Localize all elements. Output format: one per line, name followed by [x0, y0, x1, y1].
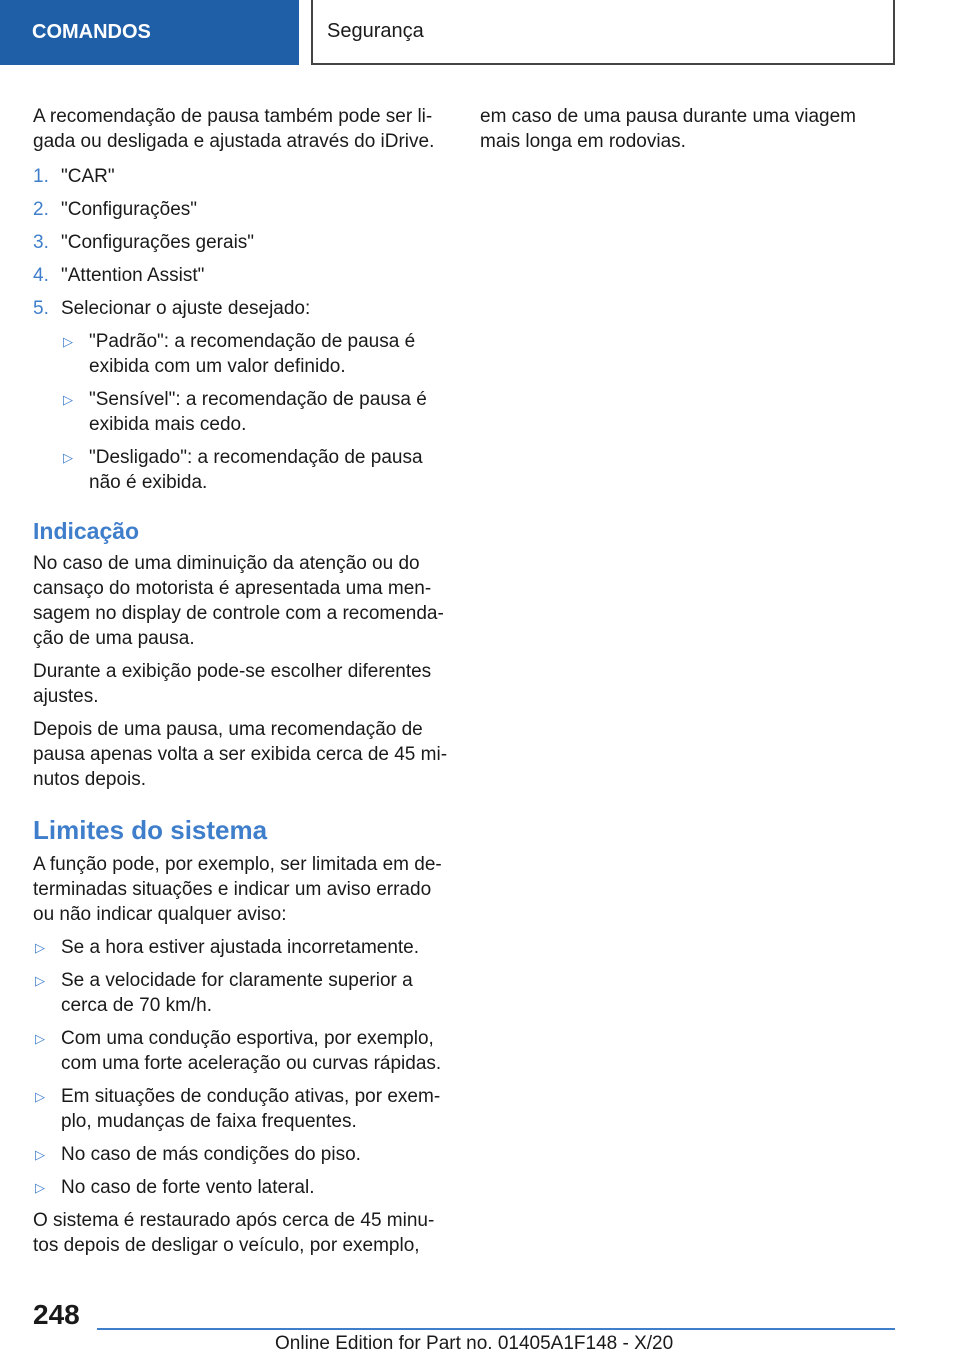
limites-item: ▷ Se a hora estiver ajustada incorretamente. — [33, 935, 448, 960]
page-number: 248 — [33, 1299, 80, 1330]
right-paragraph: em caso de uma pausa durante uma viagem mais longa em rodovias. — [480, 106, 856, 152]
step-item — [33, 296, 448, 495]
step-number: 5. — [33, 298, 49, 319]
step-number: 3. — [33, 232, 49, 253]
step-number: 1. — [33, 166, 49, 187]
step-item — [33, 164, 448, 189]
header-chapter-box — [311, 0, 895, 65]
step-text: "Configurações gerais" — [61, 232, 255, 253]
footer-divider — [97, 1328, 895, 1330]
step-text: "Configurações" — [61, 199, 198, 220]
option-item: ▷ "Sensível": a recomendação de pausa é exibida mais cedo. — [61, 387, 448, 437]
indicacao-paragraph: Depois de uma pausa, uma recomendação de pausa apenas volta a ser exibida cerca de 45 minutos depois. — [33, 719, 448, 790]
footer-edition: Online Edition for Part no. 01405A1F148 - X/20 — [275, 1333, 674, 1354]
step-item — [33, 197, 448, 222]
indicacao-heading: Indicação — [33, 518, 140, 544]
chapter-title: Segurança — [327, 20, 424, 42]
limites-item: ▷ Em situações de condução ativas, por exemplo, mudanças de faixa frequentes. — [33, 1084, 448, 1134]
step-text: "Attention Assist" — [61, 265, 205, 286]
limites-item: ▷ No caso de más condições do piso. — [33, 1142, 448, 1167]
limites-intro: A função pode, por exemplo, ser limitada em determinadas situações e indicar um aviso errado ou não indicar qualquer aviso: — [33, 854, 442, 925]
intro-paragraph: A recomendação de pausa também pode ser ligada ou desligada e ajustada através do iDrive. — [33, 106, 435, 152]
header-section-tab — [0, 0, 299, 65]
limites-item: ▷ Com uma condução esportiva, por exemplo, com uma forte aceleração ou curvas rápidas. — [33, 1026, 448, 1076]
limites-list — [33, 935, 448, 1200]
steps-list — [33, 164, 448, 495]
step-number: 2. — [33, 199, 49, 220]
right-column — [480, 104, 900, 162]
left-column — [33, 104, 448, 1266]
limites-outro: O sistema é restaurado após cerca de 45 minutos depois de desligar o veículo, por exemplo, — [33, 1210, 435, 1256]
step-item — [33, 263, 448, 288]
limites-item: ▷ No caso de forte vento lateral. — [33, 1175, 448, 1200]
step-number: 4. — [33, 265, 49, 286]
indicacao-paragraph: No caso de uma diminuição da atenção ou do cansaço do motorista é apresentada uma mensagem no display de controle com a recomendação de uma pausa. — [33, 553, 444, 649]
step-text: Selecionar o ajuste desejado: — [61, 298, 311, 319]
option-item: ▷ "Desligado": a recomendação de pausa não é exibida. — [61, 445, 448, 495]
limites-item: ▷ Se a velocidade for claramente superior a cerca de 70 km/h. — [33, 968, 448, 1018]
indicacao-paragraph: Durante a exibição pode-se escolher diferentes ajustes. — [33, 661, 432, 707]
step-item — [33, 230, 448, 255]
limites-heading: Limites do sistema — [33, 815, 268, 845]
step5-options-list — [61, 329, 448, 495]
section-title: COMANDOS — [32, 21, 151, 43]
step-text: "CAR" — [61, 166, 115, 187]
option-item: ▷ "Padrão": a recomendação de pausa é exibida com um valor definido. — [61, 329, 448, 379]
